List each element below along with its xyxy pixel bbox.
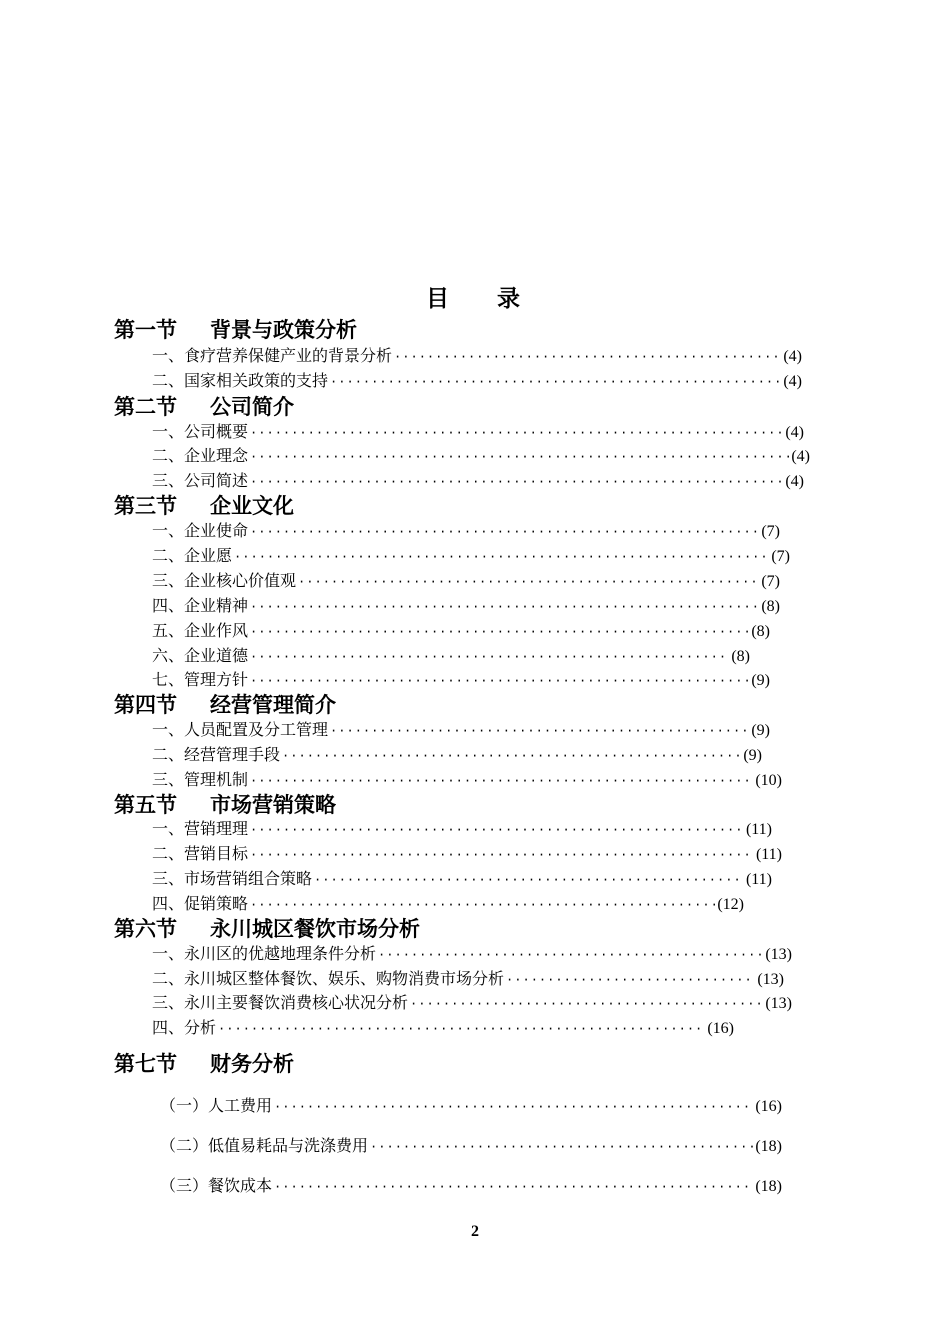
entry-text: 三、公司简述 <box>152 471 249 490</box>
toc-entry[interactable] <box>152 868 772 890</box>
section-number: 第二节 <box>114 394 177 419</box>
entry-page: (9) <box>743 747 762 764</box>
section-number: 第五节 <box>114 792 177 817</box>
entry-text: 一、企业使命 <box>152 521 249 540</box>
entry-text: 四、企业精神 <box>152 596 249 615</box>
entry-text: 四、促销策略 <box>152 894 249 913</box>
entry-page: (8) <box>761 598 780 615</box>
leader-dots <box>250 819 744 841</box>
leader-dots <box>250 670 749 692</box>
toc-entry[interactable] <box>152 943 792 965</box>
entry-page: (4) <box>783 348 802 365</box>
entry-page: (4) <box>791 448 810 465</box>
section-number: 第四节 <box>114 692 177 717</box>
section-number: 第六节 <box>114 916 177 941</box>
section-title: 企业文化 <box>210 493 294 518</box>
entry-page: (4) <box>785 473 804 490</box>
entry-page: (4) <box>785 424 804 441</box>
leader-dots <box>378 944 763 966</box>
section-heading <box>114 394 294 420</box>
leader-dots <box>250 446 789 468</box>
toc-entry[interactable] <box>152 570 780 592</box>
toc-entry[interactable] <box>152 345 802 367</box>
entry-text: 五、企业作风 <box>152 621 249 640</box>
entry-text: 一、人员配置及分工管理 <box>152 720 329 739</box>
entry-page: (18) <box>755 1178 782 1195</box>
entry-page: (7) <box>761 573 780 590</box>
entry-text: 一、公司概要 <box>152 422 249 441</box>
toc-entry[interactable] <box>152 370 802 392</box>
entry-page: (11) <box>745 821 772 838</box>
entry-page: (7) <box>761 523 780 540</box>
leader-dots <box>394 346 781 368</box>
entry-text: （三）餐饮成本 <box>160 1176 273 1195</box>
toc-entry[interactable] <box>152 595 780 617</box>
toc-title-char-1: 目 <box>426 285 453 312</box>
toc-entry[interactable] <box>152 645 750 667</box>
section-number: 第七节 <box>114 1051 177 1076</box>
leader-dots <box>250 422 783 444</box>
section-heading <box>114 493 294 519</box>
leader-dots <box>282 745 741 767</box>
entry-page: (18) <box>755 1138 782 1155</box>
leader-dots <box>250 471 783 493</box>
toc-entry[interactable] <box>152 1017 734 1039</box>
entry-page: (13) <box>765 995 792 1012</box>
toc-entry[interactable] <box>152 968 784 990</box>
section-title: 经营管理简介 <box>210 692 336 717</box>
toc-entry[interactable] <box>152 421 804 443</box>
entry-page: (9) <box>751 672 770 689</box>
leader-dots <box>330 720 749 742</box>
leader-dots <box>250 646 729 668</box>
section-heading <box>114 1051 294 1077</box>
leader-dots <box>218 1018 705 1040</box>
section-heading <box>114 792 336 818</box>
toc-entry[interactable] <box>160 1095 782 1117</box>
toc-entry[interactable] <box>152 669 770 691</box>
toc-title-char-2: 录 <box>497 285 524 312</box>
entry-page: (8) <box>751 623 770 640</box>
leader-dots <box>298 571 759 593</box>
entry-text: 三、管理机制 <box>152 770 249 789</box>
entry-text: 四、分析 <box>152 1018 217 1037</box>
toc-entry[interactable] <box>160 1175 782 1197</box>
leader-dots <box>274 1176 753 1198</box>
entry-page: (12) <box>717 896 744 913</box>
leader-dots <box>250 844 754 866</box>
leader-dots <box>274 1096 753 1118</box>
toc-entry[interactable] <box>152 620 770 642</box>
toc-entry[interactable] <box>152 992 792 1014</box>
entry-text: 一、永川区的优越地理条件分析 <box>152 944 377 963</box>
toc-entry[interactable] <box>152 520 780 542</box>
leader-dots <box>506 969 755 991</box>
entry-text: 一、食疗营养保健产业的背景分析 <box>152 346 393 365</box>
entry-page: (16) <box>755 1098 782 1115</box>
entry-text: 二、永川城区整体餐饮、娱乐、购物消费市场分析 <box>152 969 505 988</box>
leader-dots <box>250 521 759 543</box>
toc-entry[interactable] <box>152 843 782 865</box>
leader-dots <box>250 894 715 916</box>
section-title: 公司简介 <box>210 394 294 419</box>
entry-text: 二、国家相关政策的支持 <box>152 371 329 390</box>
entry-text: 二、企业愿 <box>152 546 233 565</box>
leader-dots <box>314 869 744 891</box>
section-title: 市场营销策略 <box>210 792 336 817</box>
toc-entry[interactable] <box>152 818 772 840</box>
entry-page: (11) <box>745 871 772 888</box>
section-number: 第一节 <box>114 317 177 342</box>
entry-page: (11) <box>755 846 782 863</box>
leader-dots <box>234 546 769 568</box>
entry-text: 一、营销理理 <box>152 819 249 838</box>
entry-page: (7) <box>771 548 790 565</box>
toc-entry[interactable] <box>152 445 810 467</box>
entry-text: 六、企业道德 <box>152 646 249 665</box>
page-number: 2 <box>471 1223 479 1240</box>
entry-page: (13) <box>757 971 784 988</box>
section-heading <box>114 916 420 942</box>
toc-entry[interactable] <box>152 744 762 766</box>
leader-dots <box>250 596 759 618</box>
leader-dots <box>250 621 749 643</box>
entry-text: 二、营销目标 <box>152 844 249 863</box>
section-title: 永川城区餐饮市场分析 <box>210 916 420 941</box>
entry-text: （一）人工费用 <box>160 1096 273 1115</box>
section-heading <box>114 317 357 343</box>
section-number: 第三节 <box>114 493 177 518</box>
section-title: 背景与政策分析 <box>210 317 357 342</box>
toc-entry[interactable] <box>152 470 804 492</box>
toc-title <box>0 280 950 313</box>
entry-text: 三、永川主要餐饮消费核心状况分析 <box>152 993 409 1012</box>
entry-page: (10) <box>755 772 782 789</box>
leader-dots <box>330 371 781 393</box>
toc-entry[interactable] <box>152 545 790 567</box>
toc-entry[interactable] <box>152 893 744 915</box>
entry-text: 三、市场营销组合策略 <box>152 869 313 888</box>
entry-page: (4) <box>783 373 802 390</box>
entry-text: 二、经营管理手段 <box>152 745 281 764</box>
entry-page: (9) <box>751 722 770 739</box>
section-title: 财务分析 <box>210 1051 294 1076</box>
leader-dots <box>370 1136 753 1158</box>
toc-entry[interactable] <box>152 719 770 741</box>
section-heading <box>114 692 336 718</box>
entry-text: 二、企业理念 <box>152 446 249 465</box>
leader-dots <box>410 993 763 1015</box>
toc-entry[interactable] <box>160 1135 782 1157</box>
entry-text: 三、企业核心价值观 <box>152 571 297 590</box>
entry-text: 七、管理方针 <box>152 670 249 689</box>
entry-page: (13) <box>765 946 792 963</box>
entry-page: (16) <box>707 1020 734 1037</box>
entry-page: (8) <box>731 648 750 665</box>
toc-entry[interactable] <box>152 769 782 791</box>
entry-text: （二）低值易耗品与洗涤费用 <box>160 1136 369 1155</box>
leader-dots <box>250 770 753 792</box>
